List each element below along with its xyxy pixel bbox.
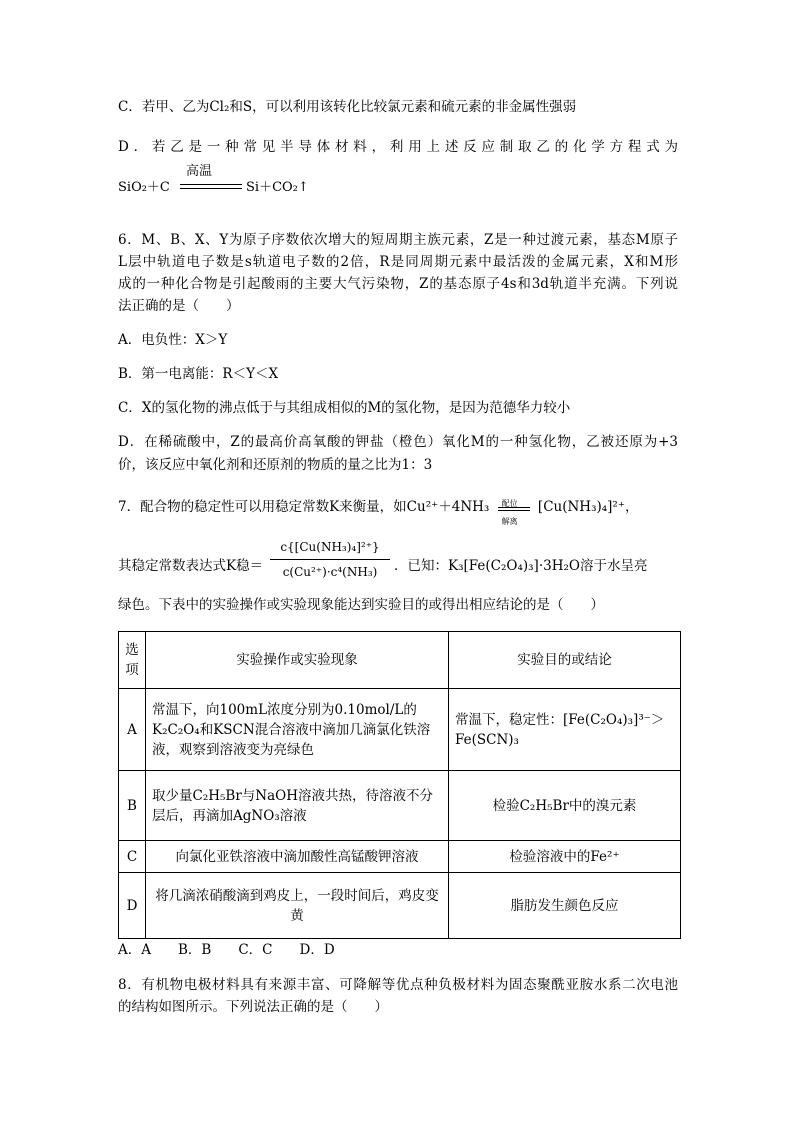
row-conclusion: 检验溶液中的Fe²⁺ [449, 841, 681, 873]
q7-complex: [Cu(NH₃)₄]²⁺， [537, 499, 639, 515]
equation-right: Si＋CO₂↑ [246, 180, 309, 195]
row-operation: 常温下，向100mL浓度分别为0.10mol/L的K₂C₂O₄和KSCN混合溶液中滴加几滴氯化铁溶液，观察到溶液变为亮绿色 [146, 689, 449, 771]
row-operation: 向氯化亚铁溶液中滴加酸性高锰酸钾溶液 [146, 841, 449, 873]
q6-line2: L层中轨道电子数是s轨道电子数的2倍，R是同周期元素中最活泼的金属元素，X和M形 [118, 254, 678, 270]
row-conclusion: 常温下，稳定性：[Fe(C₂O₄)₃]³⁻＞Fe(SCN)₃ [449, 689, 681, 771]
q7-given: ．已知：K₃[Fe(C₂O₄)₃]·3H₂O溶于水呈亮 [394, 558, 648, 574]
equation [118, 160, 418, 196]
equation-condition: 高温 [186, 164, 213, 179]
row-operation: 取少量C₂H₅Br与NaOH溶液共热，待溶液不分层后，再滴加AgNO₃溶液 [146, 771, 449, 841]
q6-option-d-line2: 价，该反应中氧化剂和还原剂的物质的量之比为1：3 [118, 457, 433, 473]
q7-intro [118, 497, 688, 527]
arrow-backward [498, 510, 530, 511]
q6-line4: 法正确的是（ ） [118, 298, 240, 314]
q8-line1: 8．有机物电极材料具有来源丰富、可降解等优点种负极材料为固态聚酰亚胺水系二次电池 [118, 977, 678, 993]
expr-prefix: 其稳定常数表达式K稳＝ [118, 558, 264, 574]
q7-line3: 绿色。下表中的实验操作或实验现象能达到实验目的或得出相应结论的是（ ） [118, 597, 604, 613]
q7-choices: A．A B．B C．C D．D [118, 942, 335, 958]
header-option: 选项 [119, 632, 146, 689]
header-conclusion: 实验目的或结论 [449, 632, 681, 689]
row-option: A [119, 689, 146, 771]
row-conclusion: 脂肪发生颜色反应 [449, 873, 681, 939]
header-operation: 实验操作或实验现象 [146, 632, 449, 689]
fraction-bar [270, 559, 390, 560]
fraction-numerator: c{[Cu(NH₃)₄]²⁺} [280, 540, 380, 554]
table-row [119, 689, 681, 771]
fraction-denominator: c(Cu²⁺)·c⁴(NH₃) [282, 565, 378, 579]
row-conclusion: 检验C₂H₅Br中的溴元素 [449, 771, 681, 841]
reversible-arrow [494, 498, 534, 526]
q7-intro-text: 7．配合物的稳定性可以用稳定常数K来衡量，如Cu²⁺＋4NH₃ [118, 499, 490, 515]
table-row [119, 873, 681, 939]
table-header-row [119, 632, 681, 689]
experiment-table [118, 631, 681, 939]
row-option: C [119, 841, 146, 873]
q6-line1: 6．M、B、X、Y为原子序数依次增大的短周期主族元素，Z是一种过渡元素，基态M原子 [118, 232, 678, 248]
arrow-forward [498, 507, 530, 508]
fraction [270, 537, 390, 582]
row-option: B [119, 771, 146, 841]
row-operation: 将几滴浓硝酸滴到鸡皮上，一段时间后，鸡皮变黄 [146, 873, 449, 939]
q6-option-c: C．X的氢化物的沸点低于与其组成相似的M的氢化物，是因为范德华力较小 [118, 400, 571, 416]
option-c-prev: C．若甲、乙为Cl₂和S，可以利用该转化比较氯元素和硫元素的非金属性强弱 [118, 99, 577, 115]
q6-line3: 成的一种化合物是引起酸雨的主要大气污染物，Z的基态原子4s和3d轨道半充满。下列说 [118, 276, 678, 292]
table-row [119, 771, 681, 841]
q6-option-a: A．电负性：X＞Y [118, 332, 228, 348]
q6-option-b: B．第一电离能：R＜Y＜X [118, 366, 279, 382]
equals-sign [180, 184, 242, 189]
arrow-label-bottom: 解离 [501, 516, 518, 526]
arrow-label-top: 配位 [501, 498, 518, 508]
q8-line2: 的结构如图所示。下列说法正确的是（ ） [118, 999, 388, 1015]
row-option: D [119, 873, 146, 939]
q7-expression [118, 537, 688, 587]
equation-left: SiO₂＋C [118, 180, 170, 195]
table-row [119, 841, 681, 873]
option-d-prev: D．若乙是一种常见半导体材料，利用上述反应制取乙的化学方程式为 [118, 139, 678, 155]
q6-option-d-line1: D．在稀硫酸中，Z的最高价高氧酸的钾盐（橙色）氧化M的一种氢化物，乙被还原为+3 [118, 434, 678, 450]
